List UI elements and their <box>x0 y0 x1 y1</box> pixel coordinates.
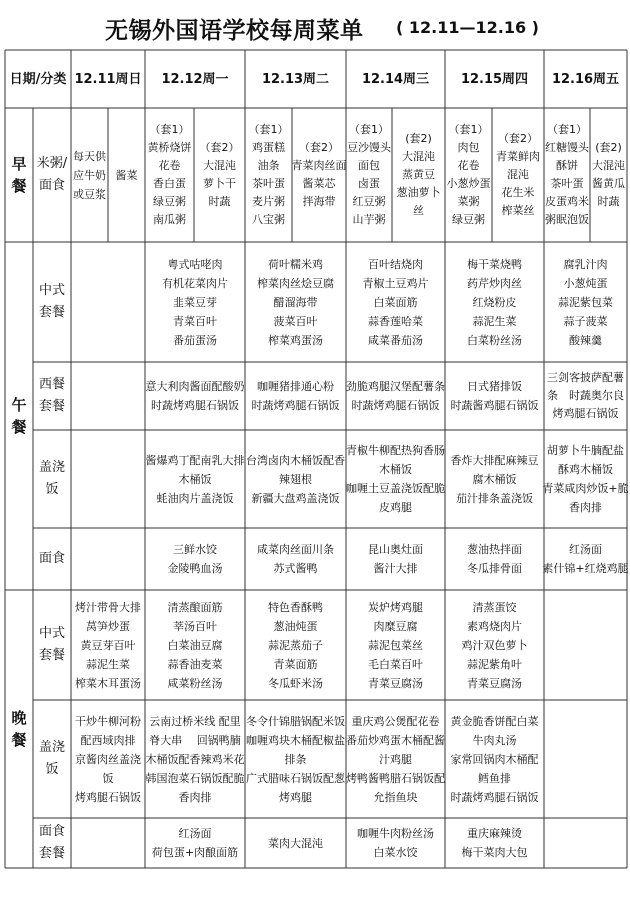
dinner-noodle-thu <box>445 818 544 868</box>
lunch-western-mon <box>145 362 245 430</box>
menu-line: 香肉排 <box>178 790 212 804</box>
menu-line: 荷叶糯米鸡 <box>268 257 323 271</box>
menu-line: 山芋粥 <box>352 213 386 226</box>
menu-line: 酱汁大排 <box>373 562 418 575</box>
menu-line: 花卷 <box>457 159 480 172</box>
menu-line: 脊大串 回锅鸭腩 <box>149 733 241 747</box>
menu-line: 咖喱猪排通心粉 <box>257 380 334 393</box>
day-header-wed: 12.14周三 <box>361 71 430 87</box>
menu-line: 番茄炒鸡蛋木桶配酱 <box>346 733 445 747</box>
header-corner: 日期/分类 <box>9 71 67 87</box>
dinner-rice-tue <box>245 700 346 818</box>
page-title: 无锡外国语学校每周菜单 <box>105 18 364 44</box>
menu-line: 青菜豆腐汤 <box>467 676 522 690</box>
menu-line: 皮蛋鸡米 <box>545 195 589 208</box>
menu-line: 百叶结烧肉 <box>368 257 423 271</box>
menu-line: 鸡汁双色萝卜 <box>461 638 528 652</box>
lunch-chinese-thu <box>445 242 544 362</box>
menu-line: 干炒牛柳河粉 <box>75 714 141 728</box>
menu-line: 麦片粥 <box>252 195 285 208</box>
menu-line: 梅干菜烧鸭 <box>467 257 522 271</box>
menu-line: 白菜油豆腐 <box>167 638 223 652</box>
menu-line: 酱爆鸡丁配南乳大排 <box>145 453 245 467</box>
menu-line: 京酱肉丝盖浇 <box>75 752 141 766</box>
menu-line: 菜粥 <box>457 195 480 208</box>
menu-line: 丝 <box>413 204 424 217</box>
day-header-mon: 12.12周一 <box>161 71 229 87</box>
day-header-sun: 12.11周日 <box>74 71 142 87</box>
menu-line: 卤蛋 <box>358 177 380 190</box>
menu-line: 香白蛋 <box>153 177 186 190</box>
lunch-chinese-mon <box>145 242 245 362</box>
lunch-noodle-fri <box>544 528 627 590</box>
lunch-chinese-tue <box>245 242 346 362</box>
menu-line: 腐乳汁肉 <box>563 257 608 271</box>
menu-line: 青菜肉丝面 <box>291 159 347 172</box>
lunch-rice-thu <box>445 430 544 528</box>
menu-line: 蒜泥紫角叶 <box>467 657 522 671</box>
meal-label-breakfast: 早 餐 <box>11 155 27 195</box>
menu-line: 葱油炖蛋 <box>273 619 318 633</box>
menu-line: 咖喱牛肉粉丝汤 <box>357 827 434 840</box>
menu-line: （套2） <box>199 141 240 154</box>
dinner-noodle-wed <box>346 818 445 868</box>
menu-line: 蒜泥蒸茄子 <box>268 638 323 652</box>
menu-line: 香肉排 <box>569 501 602 514</box>
dinner-chinese-mon <box>145 590 245 700</box>
menu-line: 酥鸡木桶饭 <box>558 463 613 476</box>
menu-line: 木桶饭 <box>178 472 212 486</box>
menu-line: 蒸黄豆 <box>402 168 435 181</box>
menu-line: 大混沌 <box>203 159 236 172</box>
menu-line: 绿豆粥 <box>452 213 485 226</box>
menu-line: 榨菜肉丝烩豆腐 <box>257 276 334 290</box>
menu-line: 有机花菜肉片 <box>162 276 228 290</box>
menu-line: 台湾卤肉木桶饭配香 <box>246 453 345 467</box>
menu-line: 蒜香莲哈菜 <box>368 314 423 328</box>
dinner-rice-mon <box>145 700 245 818</box>
menu-line: （套1） <box>248 123 289 136</box>
breakfast-thu-set2 <box>492 108 544 242</box>
day-header-thu: 12.15周四 <box>460 71 529 87</box>
menu-line: 莘汤百叶 <box>173 619 217 633</box>
menu-line: 日式猪排饭 <box>467 380 522 393</box>
dinner-noodle-mon <box>145 818 245 868</box>
menu-line: 家常回锅肉木桶配 <box>450 752 539 766</box>
category-lunch-noodle: 面食 <box>38 551 65 566</box>
menu-line: 咸菜番茄汤 <box>368 333 423 347</box>
menu-line: 咖喱土豆盖浇饭配脆 <box>346 482 445 495</box>
menu-line: 苏式酱鸭 <box>273 562 318 575</box>
menu-line: 牛肉丸汤 <box>472 733 517 747</box>
menu-line: 特色香酥鸭 <box>268 600 323 614</box>
menu-line: 番茄蛋汤 <box>173 333 217 347</box>
lunch-western-thu <box>445 362 544 430</box>
menu-line: 榨菜鸡蛋汤 <box>268 333 323 347</box>
menu-line: 允指鱼块 <box>373 790 418 804</box>
lunch-noodle-mon <box>145 528 245 590</box>
menu-line: 冬瓜虾米汤 <box>268 676 323 690</box>
menu-line: 每天供 <box>73 149 106 163</box>
menu-line: 汁鸡腿 <box>379 752 412 766</box>
menu-line: 荷包蛋+肉酿面筋 <box>151 846 239 859</box>
lunch-western-wed <box>346 362 445 430</box>
menu-line: 配西域肉排 <box>80 733 136 747</box>
menu-line: 青菜百叶 <box>173 314 217 328</box>
menu-line: 蒜泥生菜 <box>86 657 130 671</box>
menu-line: 茶叶蛋 <box>252 177 285 190</box>
lunch-noodle-wed <box>346 528 445 590</box>
menu-line: 炭炉烤鸡腿 <box>368 600 423 614</box>
dinner-noodle-tue <box>245 818 346 868</box>
menu-line: （套1） <box>349 123 389 136</box>
breakfast-mon-set1 <box>145 108 194 242</box>
menu-line: 红烧粉皮 <box>472 295 517 309</box>
lunch-chinese-wed <box>346 242 445 362</box>
breakfast-sun-note <box>71 108 108 242</box>
menu-line: （套1） <box>149 123 190 136</box>
breakfast-tue-set2 <box>292 108 346 242</box>
lunch-rice-wed <box>346 430 445 528</box>
menu-line: 蒜香油麦菜 <box>167 657 223 671</box>
menu-line: 青菜面筋 <box>273 657 318 671</box>
menu-line: 素什锦+红烧鸡腿 <box>542 562 629 575</box>
menu-line: 皮鸡腿 <box>379 501 412 514</box>
menu-line: 萝卜干 <box>203 177 236 190</box>
category-dinner-chinese: 中式 套餐 <box>38 626 65 663</box>
dinner-chinese-sun <box>71 590 145 700</box>
category-dinner-rice: 盖浇 饭 <box>38 740 65 777</box>
menu-line: 莴笋炒蛋 <box>86 619 130 633</box>
menu-line: 清蒸酿面筋 <box>167 600 223 614</box>
menu-line: 时蔬 <box>597 195 620 208</box>
menu-line: 药芹炒肉丝 <box>467 276 522 290</box>
menu-line: 黄桥烧饼 <box>147 141 192 154</box>
menu-line: 韭菜豆芽 <box>173 295 217 309</box>
menu-line: 蚝油肉片盖浇饭 <box>156 491 234 505</box>
menu-line: 蒜泥包菜丝 <box>368 638 423 652</box>
menu-line: 意大利肉酱面配酸奶 <box>145 380 245 393</box>
dinner-rice-sun <box>71 700 145 818</box>
menu-line: 劲脆鸡腿汉堡配薯条 <box>346 380 445 393</box>
menu-line: 菜肉大混沌 <box>268 836 323 850</box>
menu-line: 韩国泡菜石锅饭配脆 <box>145 771 245 785</box>
lunch-rice-tue <box>245 430 346 528</box>
menu-line: 豆沙馒头 <box>347 141 391 154</box>
lunch-noodle-thu <box>445 528 544 590</box>
day-header-fri: 12.16周五 <box>551 71 620 87</box>
breakfast-mon-set2 <box>194 108 245 242</box>
menu-line: 青菜豆腐汤 <box>368 676 423 690</box>
menu-line: 面包 <box>358 159 380 172</box>
menu-line: 茄汁排条盖浇饭 <box>456 491 533 505</box>
dinner-chinese-thu <box>445 590 544 700</box>
menu-line: 白菜粉丝汤 <box>467 333 522 347</box>
menu-line: 白菜水饺 <box>373 846 418 859</box>
menu-line: 素鸡烧肉片 <box>467 619 522 633</box>
menu-line: 酱黄瓜 <box>592 177 625 190</box>
menu-line: 菠菜百叶 <box>273 314 318 328</box>
lunch-western-tue <box>245 362 346 430</box>
menu-line: 青椒牛柳配热狗香肠 <box>346 444 445 457</box>
menu-line: 红汤面 <box>569 543 602 556</box>
menu-line: 酱菜芯 <box>302 177 336 190</box>
menu-line: 三剑客披萨配薯 <box>547 371 624 384</box>
menu-line: 昆山奥灶面 <box>368 543 423 556</box>
menu-line: 应牛奶 <box>73 168 106 182</box>
breakfast-wed-set2 <box>392 108 445 242</box>
menu-line: 条 时蔬奥尔良 <box>547 389 624 402</box>
menu-line: 重庆麻辣烫 <box>467 827 522 840</box>
menu-line: 花生米 <box>501 186 535 199</box>
menu-line: 黄金脆香饼配白菜 <box>450 714 539 728</box>
menu-line: 混沌 <box>507 168 529 181</box>
category-breakfast-main: 米粥/ 面食 <box>36 156 68 193</box>
breakfast-sun-pickles <box>108 108 145 242</box>
menu-line: 蒜泥生菜 <box>472 314 517 328</box>
lunch-rice-fri <box>544 430 627 528</box>
menu-line: 红汤面 <box>178 827 212 840</box>
lunch-rice-mon <box>145 430 245 528</box>
category-lunch-chinese: 中式 套餐 <box>38 283 65 320</box>
menu-line: 时蔬 <box>208 195 231 208</box>
menu-line: 烤汁带骨大排 <box>75 600 141 614</box>
menu-line: 排条 <box>284 752 307 766</box>
menu-line: 腐木桶饭 <box>472 472 517 486</box>
menu-line: 时蔬酱鸡腿石锅饭 <box>450 399 539 412</box>
menu-line: 咸菜粉丝汤 <box>167 676 223 690</box>
menu-line: 大混沌 <box>402 150 435 163</box>
menu-line: 青菜咸肉炒饭+脆 <box>542 482 629 495</box>
menu-line: 茶叶蛋 <box>550 177 584 190</box>
menu-line: 胡萝卜牛腩配盐 <box>547 444 624 457</box>
menu-line: 木桶饭配香辣鸡米花 <box>145 752 245 766</box>
menu-line: 红糖馒头 <box>545 141 589 154</box>
menu-line: 青菜鲜肉 <box>496 150 540 163</box>
menu-line: 三鲜水饺 <box>173 543 217 556</box>
menu-line: 酥饼 <box>556 159 578 172</box>
menu-line: 红豆粥 <box>352 195 386 208</box>
menu-line: 蒜泥紫包菜 <box>558 295 613 309</box>
menu-line: 清蒸蛋饺 <box>472 600 517 614</box>
menu-line: (套2) <box>405 132 432 145</box>
breakfast-fri-set1 <box>544 108 590 242</box>
menu-line: 拌海带 <box>302 195 336 208</box>
menu-line: （套2） <box>498 132 538 145</box>
breakfast-wed-set1 <box>346 108 392 242</box>
category-lunch-rice: 盖浇 饭 <box>38 460 65 497</box>
breakfast-fri-set2 <box>590 108 627 242</box>
date-range: ( 12.11—12.16 ) <box>396 18 539 37</box>
menu-line: 毛白菜百叶 <box>368 657 423 671</box>
menu-line: 葱油萝卜 <box>396 186 441 199</box>
category-dinner-noodle: 面食 套餐 <box>38 824 65 861</box>
menu-line: 时蔬烤鸡腿石锅饭 <box>450 790 539 804</box>
day-header-tue: 12.13周二 <box>261 71 330 87</box>
menu-line: 酸辣羹 <box>569 333 602 347</box>
menu-line: 黄豆芽百叶 <box>80 638 136 652</box>
lunch-noodle-tue <box>245 528 346 590</box>
menu-line: 醋溜海带 <box>273 295 318 309</box>
menu-line: 大混沌 <box>592 159 625 172</box>
menu-line: 饭 <box>102 771 114 785</box>
lunch-western-fri <box>544 362 627 430</box>
menu-line: （套1） <box>448 123 489 136</box>
menu-line: 烤鸭酱鸭腊石锅饭配 <box>346 771 445 785</box>
menu-line: 小葱炖蛋 <box>563 276 608 290</box>
menu-line: 肉包 <box>457 141 480 154</box>
menu-line: 时蔬烤鸡腿石锅饭 <box>151 399 239 412</box>
menu-line: （套1） <box>547 123 587 136</box>
menu-line: 鸡蛋糕 <box>252 141 285 154</box>
dinner-rice-thu <box>445 700 544 818</box>
menu-line: 冬瓜排骨面 <box>467 562 522 575</box>
menu-line: 绿豆粥 <box>153 195 186 208</box>
menu-line: 或豆浆 <box>73 187 106 201</box>
menu-line: 时蔬烤鸡腿石锅饭 <box>351 399 440 412</box>
menu-line: 肉糜豆腐 <box>373 619 418 633</box>
menu-line: 烤鸡腿石锅饭 <box>75 790 141 804</box>
menu-line: 酱菜 <box>115 168 138 182</box>
menu-line: 重庆鸡公煲配花卷 <box>351 714 440 728</box>
menu-line: 新疆大盘鸡盖浇饭 <box>251 491 340 505</box>
menu-line: 时蔬烤鸡腿石锅饭 <box>251 399 340 412</box>
menu-line: 八宝粥 <box>252 213 285 226</box>
menu-line: 粥眠泡饭 <box>545 213 589 226</box>
meal-label-lunch: 午 餐 <box>11 396 27 436</box>
menu-line: 广式腊味石锅饭配葱 <box>246 771 345 785</box>
menu-line: 烤鸡腿 <box>279 790 312 804</box>
menu-line: 梅干菜肉大包 <box>461 846 528 859</box>
menu-line: 南瓜粥 <box>153 213 186 226</box>
menu-line: 榨菜木耳蛋汤 <box>75 676 141 690</box>
menu-line: 木桶饭 <box>379 463 412 476</box>
menu-line: (套2) <box>595 141 622 154</box>
menu-line: 云南过桥米线 配里 <box>149 714 241 728</box>
meal-label-dinner: 晚 餐 <box>11 709 27 749</box>
menu-line: 青椒土豆鸡片 <box>362 276 429 290</box>
menu-line: 榨菜丝 <box>501 204 535 217</box>
menu-line: 鳕鱼排 <box>478 771 511 785</box>
lunch-chinese-fri <box>544 242 627 362</box>
dinner-chinese-wed <box>346 590 445 700</box>
menu-line: 辣翅根 <box>279 472 312 486</box>
dinner-rice-wed <box>346 700 445 818</box>
menu-line: （套2） <box>299 141 339 154</box>
menu-line: 粤式咕咾肉 <box>167 257 223 271</box>
breakfast-thu-set1 <box>445 108 492 242</box>
menu-line: 蒜子菠菜 <box>563 314 608 328</box>
menu-line: 冬令什锦腊锅配米饭 <box>246 714 345 728</box>
menu-line: 香炸大排配麻辣豆 <box>450 453 539 467</box>
menu-line: 花卷 <box>158 159 181 172</box>
menu-line: 小葱炒蛋 <box>446 177 491 190</box>
menu-line: 金陵鸭血汤 <box>167 562 223 575</box>
dinner-chinese-tue <box>245 590 346 700</box>
breakfast-tue-set1 <box>245 108 292 242</box>
menu-line: 油条 <box>257 159 280 172</box>
category-lunch-western: 西餐 套餐 <box>38 377 65 414</box>
menu-line: 咸菜肉丝面川条 <box>257 543 334 556</box>
menu-line: 烤鸡腿石锅饭 <box>552 407 619 420</box>
menu-line: 葱油热拌面 <box>467 543 522 556</box>
menu-line: 咖喱鸡块木桶配椒盐 <box>246 733 345 747</box>
menu-line: 白菜面筋 <box>373 295 418 309</box>
